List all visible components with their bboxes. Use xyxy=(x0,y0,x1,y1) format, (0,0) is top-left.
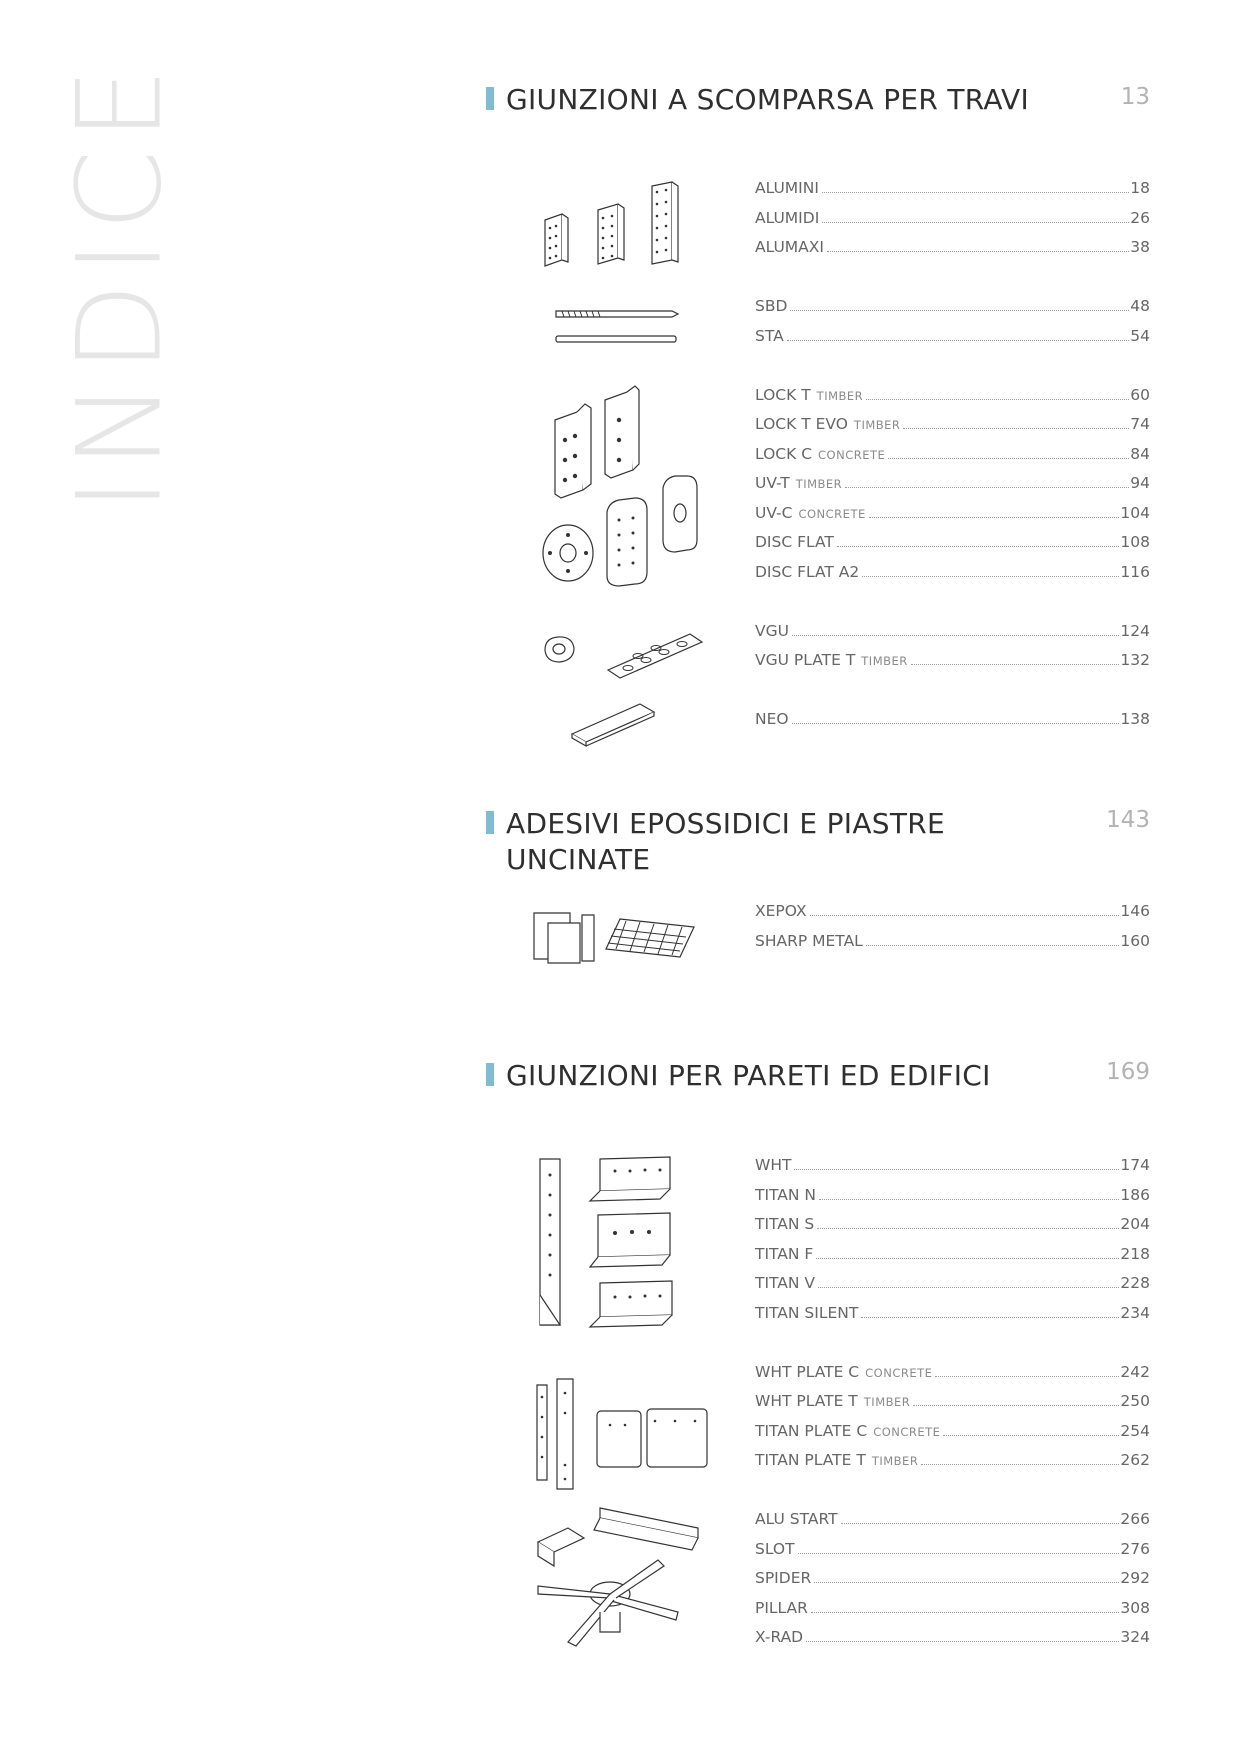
dot-leader xyxy=(792,634,1119,636)
accent-bar xyxy=(486,811,494,834)
dot-leader xyxy=(810,914,1120,916)
dot-leader xyxy=(911,663,1120,665)
side-title: INDICE xyxy=(52,58,187,512)
toc-entry-page: 218 xyxy=(1120,1244,1150,1263)
dot-leader xyxy=(935,1375,1119,1377)
toc-entry[interactable] xyxy=(755,445,1150,475)
toc-entry-name: SBD xyxy=(755,297,788,315)
xepox-sharp-metal-illustration xyxy=(530,905,710,965)
toc-entry-page: 116 xyxy=(1120,562,1150,581)
toc-entry[interactable] xyxy=(755,533,1150,563)
toc-entry[interactable] xyxy=(755,1628,1150,1658)
dot-leader xyxy=(794,1168,1119,1170)
toc-entry-page: 104 xyxy=(1120,503,1150,522)
toc-entry-page: 48 xyxy=(1130,297,1150,315)
dot-leader xyxy=(861,1316,1119,1318)
toc-entry-name: TITAN S xyxy=(755,1215,815,1233)
toc-entry[interactable] xyxy=(755,1304,1150,1334)
group-gap xyxy=(755,592,1150,622)
toc-entry-name: SPIDER xyxy=(755,1569,812,1587)
dot-leader xyxy=(888,457,1129,459)
toc-entry-page: 132 xyxy=(1120,651,1150,669)
toc-entry-name: X-RAD xyxy=(755,1628,804,1646)
accent-bar xyxy=(486,1063,494,1086)
toc-entry-page: 124 xyxy=(1120,621,1150,640)
toc-entry-page: 94 xyxy=(1130,474,1150,492)
toc-entry-page: 38 xyxy=(1130,238,1150,256)
toc-entry-page: 186 xyxy=(1120,1185,1150,1204)
toc-entry-page: 54 xyxy=(1130,326,1150,345)
toc-entry[interactable] xyxy=(755,1274,1150,1304)
group-gap xyxy=(755,1481,1150,1511)
toc-entry[interactable] xyxy=(755,1363,1150,1393)
toc-entry[interactable] xyxy=(755,327,1150,357)
toc-entry-page: 254 xyxy=(1120,1421,1150,1440)
toc-entry-page: 146 xyxy=(1120,902,1150,920)
dot-leader xyxy=(798,1552,1120,1554)
toc-entry[interactable] xyxy=(755,415,1150,445)
toc-entry[interactable] xyxy=(755,1599,1150,1629)
toc-entry-subtitle: TIMBER xyxy=(861,654,908,668)
toc-entry-name: WHT xyxy=(755,1156,792,1174)
toc-entry-name: TITAN SILENT xyxy=(755,1303,859,1322)
toc-entry-name: SHARP METAL xyxy=(755,931,863,950)
toc-entry[interactable] xyxy=(755,1245,1150,1275)
lock-uv-disc-illustration xyxy=(535,390,710,595)
toc-entry-name: DISC FLAT xyxy=(755,533,834,551)
toc-entry-name: WHT PLATE T xyxy=(755,1392,858,1410)
toc-entry[interactable] xyxy=(755,1186,1150,1216)
toc-entry-subtitle: CONCRETE xyxy=(818,447,886,462)
dot-leader xyxy=(866,944,1120,946)
toc-entry-page: 324 xyxy=(1120,1628,1150,1646)
accent-bar xyxy=(486,87,494,110)
toc-entry-page: 276 xyxy=(1120,1539,1150,1558)
dot-leader xyxy=(943,1434,1119,1436)
toc-entry[interactable] xyxy=(755,474,1150,504)
dot-leader xyxy=(790,309,1129,311)
toc-entry-page: 266 xyxy=(1120,1510,1150,1528)
toc-entry[interactable] xyxy=(755,1569,1150,1599)
toc-entry-page: 160 xyxy=(1120,931,1150,950)
toc-entry-name: ALUMAXI xyxy=(755,238,824,256)
dot-leader xyxy=(841,1522,1120,1524)
dot-leader xyxy=(869,516,1120,518)
toc-entry[interactable] xyxy=(755,209,1150,239)
toc-entry-name: NEO xyxy=(755,710,789,728)
dot-leader xyxy=(811,1611,1119,1613)
group-gap xyxy=(755,268,1150,298)
toc-list-adesivi xyxy=(755,902,1150,961)
dot-leader xyxy=(837,545,1120,547)
toc-entry-page: 60 xyxy=(1130,385,1150,404)
group-gap xyxy=(755,1333,1150,1363)
dot-leader xyxy=(822,221,1129,223)
toc-entry-page: 234 xyxy=(1120,1303,1150,1322)
section-page-number[interactable]: 13 xyxy=(1120,84,1150,110)
toc-entry-page: 108 xyxy=(1120,533,1150,551)
toc-entry-name: TITAN N xyxy=(755,1185,817,1204)
toc-entry-name: DISC FLAT A2 xyxy=(755,562,860,581)
dot-leader xyxy=(862,575,1119,577)
toc-entry-name: UV-C xyxy=(755,503,793,522)
dot-leader xyxy=(792,722,1120,724)
toc-entry-name: ALU START xyxy=(755,1510,838,1528)
toc-entry-page: 138 xyxy=(1120,710,1150,728)
toc-entry[interactable] xyxy=(755,297,1150,327)
toc-entry-name: TITAN PLATE T xyxy=(755,1451,866,1469)
toc-entry-page: 228 xyxy=(1120,1274,1150,1292)
toc-entry-page: 84 xyxy=(1130,444,1150,463)
toc-list-pareti-edifici xyxy=(755,1156,1150,1658)
toc-entry-page: 292 xyxy=(1120,1569,1150,1587)
alumini-brackets-illustration xyxy=(540,180,700,270)
toc-entry-name: VGU PLATE T xyxy=(755,651,856,669)
toc-entry[interactable] xyxy=(755,1215,1150,1245)
toc-entry-name: PILLAR xyxy=(755,1598,808,1617)
section-title-adesivi[interactable]: ADESIVI EPOSSIDICI E PIASTRE UNCINATE xyxy=(506,806,1146,878)
toc-entry-page: 174 xyxy=(1120,1156,1150,1174)
neo-pad-illustration xyxy=(570,700,670,750)
dot-leader xyxy=(814,1581,1119,1583)
toc-entry-name: TITAN F xyxy=(755,1244,814,1263)
toc-entry[interactable] xyxy=(755,932,1150,962)
toc-entry-page: 74 xyxy=(1130,415,1150,433)
toc-entry[interactable] xyxy=(755,1422,1150,1452)
toc-entry-subtitle: TIMBER xyxy=(863,1395,911,1409)
section-page-number[interactable]: 169 xyxy=(1106,1059,1150,1085)
wht-titan-plates-illustration xyxy=(535,1375,710,1490)
toc-entry-name: LOCK T EVO xyxy=(755,415,848,433)
toc-list-giunzioni-travi xyxy=(755,179,1150,740)
toc-entry-page: 262 xyxy=(1120,1451,1150,1469)
toc-entry-name: WHT PLATE C xyxy=(755,1362,860,1381)
toc-entry-name: LOCK C xyxy=(755,444,813,463)
toc-entry-subtitle: CONCRETE xyxy=(865,1365,933,1380)
toc-entry-page: 18 xyxy=(1130,179,1150,197)
dot-leader xyxy=(817,1227,1119,1229)
toc-entry[interactable] xyxy=(755,1392,1150,1422)
section-title-pareti-edifici[interactable]: GIUNZIONI PER PARETI ED EDIFICI xyxy=(506,1058,1146,1094)
toc-entry-page: 250 xyxy=(1120,1392,1150,1410)
dot-leader xyxy=(903,427,1129,429)
toc-entry[interactable] xyxy=(755,1510,1150,1540)
vgu-washer-plate-illustration xyxy=(540,620,710,680)
toc-entry-page: 242 xyxy=(1120,1362,1150,1381)
sbd-sta-dowels-illustration xyxy=(552,303,682,348)
toc-entry-subtitle: CONCRETE xyxy=(873,1424,941,1439)
toc-entry-name: TITAN PLATE C xyxy=(755,1421,868,1440)
alu-start-slot-spider-illustration xyxy=(528,1502,708,1652)
toc-entry[interactable] xyxy=(755,622,1150,652)
toc-entry-name: TITAN V xyxy=(755,1274,816,1292)
wht-titan-brackets-illustration xyxy=(530,1155,710,1335)
toc-entry[interactable] xyxy=(755,1156,1150,1186)
toc-entry[interactable] xyxy=(755,902,1150,932)
section-title-giunzioni-travi[interactable]: GIUNZIONI A SCOMPARSA PER TRAVI xyxy=(506,82,1146,118)
toc-entry-page: 204 xyxy=(1120,1215,1150,1233)
dot-leader xyxy=(827,250,1129,252)
toc-entry-subtitle: TIMBER xyxy=(853,418,901,432)
toc-entry[interactable] xyxy=(755,1540,1150,1570)
toc-entry[interactable] xyxy=(755,504,1150,534)
group-gap xyxy=(755,681,1150,711)
toc-entry-name: UV-T xyxy=(755,474,790,492)
dot-leader xyxy=(913,1404,1119,1406)
dot-leader xyxy=(819,1198,1119,1200)
toc-entry[interactable] xyxy=(755,710,1150,740)
toc-entry[interactable] xyxy=(755,651,1150,681)
toc-entry-name: STA xyxy=(755,326,784,345)
toc-entry-subtitle: CONCRETE xyxy=(798,506,866,521)
toc-entry[interactable] xyxy=(755,563,1150,593)
toc-entry[interactable] xyxy=(755,179,1150,209)
section-page-number[interactable]: 143 xyxy=(1106,807,1150,833)
toc-entry-page: 26 xyxy=(1130,208,1150,227)
toc-entry[interactable] xyxy=(755,386,1150,416)
dot-leader xyxy=(845,486,1129,488)
dot-leader xyxy=(787,339,1130,341)
dot-leader xyxy=(866,398,1129,400)
toc-entry-name: ALUMIDI xyxy=(755,208,820,227)
toc-entry-name: ALUMINI xyxy=(755,179,819,197)
group-gap xyxy=(755,356,1150,386)
dot-leader xyxy=(818,1286,1119,1288)
toc-entry-name: VGU xyxy=(755,621,789,640)
toc-entry-subtitle: TIMBER xyxy=(816,388,864,403)
dot-leader xyxy=(816,1257,1119,1259)
dot-leader xyxy=(822,191,1129,193)
toc-entry-subtitle: TIMBER xyxy=(871,1454,919,1468)
toc-entry[interactable] xyxy=(755,1451,1150,1481)
dot-leader xyxy=(921,1463,1119,1465)
toc-entry[interactable] xyxy=(755,238,1150,268)
toc-entry-subtitle: TIMBER xyxy=(795,477,843,491)
dot-leader xyxy=(806,1640,1119,1642)
toc-entry-page: 308 xyxy=(1120,1598,1150,1617)
toc-entry-name: XEPOX xyxy=(755,902,807,920)
toc-entry-name: SLOT xyxy=(755,1539,795,1558)
toc-entry-name: LOCK T xyxy=(755,385,811,404)
